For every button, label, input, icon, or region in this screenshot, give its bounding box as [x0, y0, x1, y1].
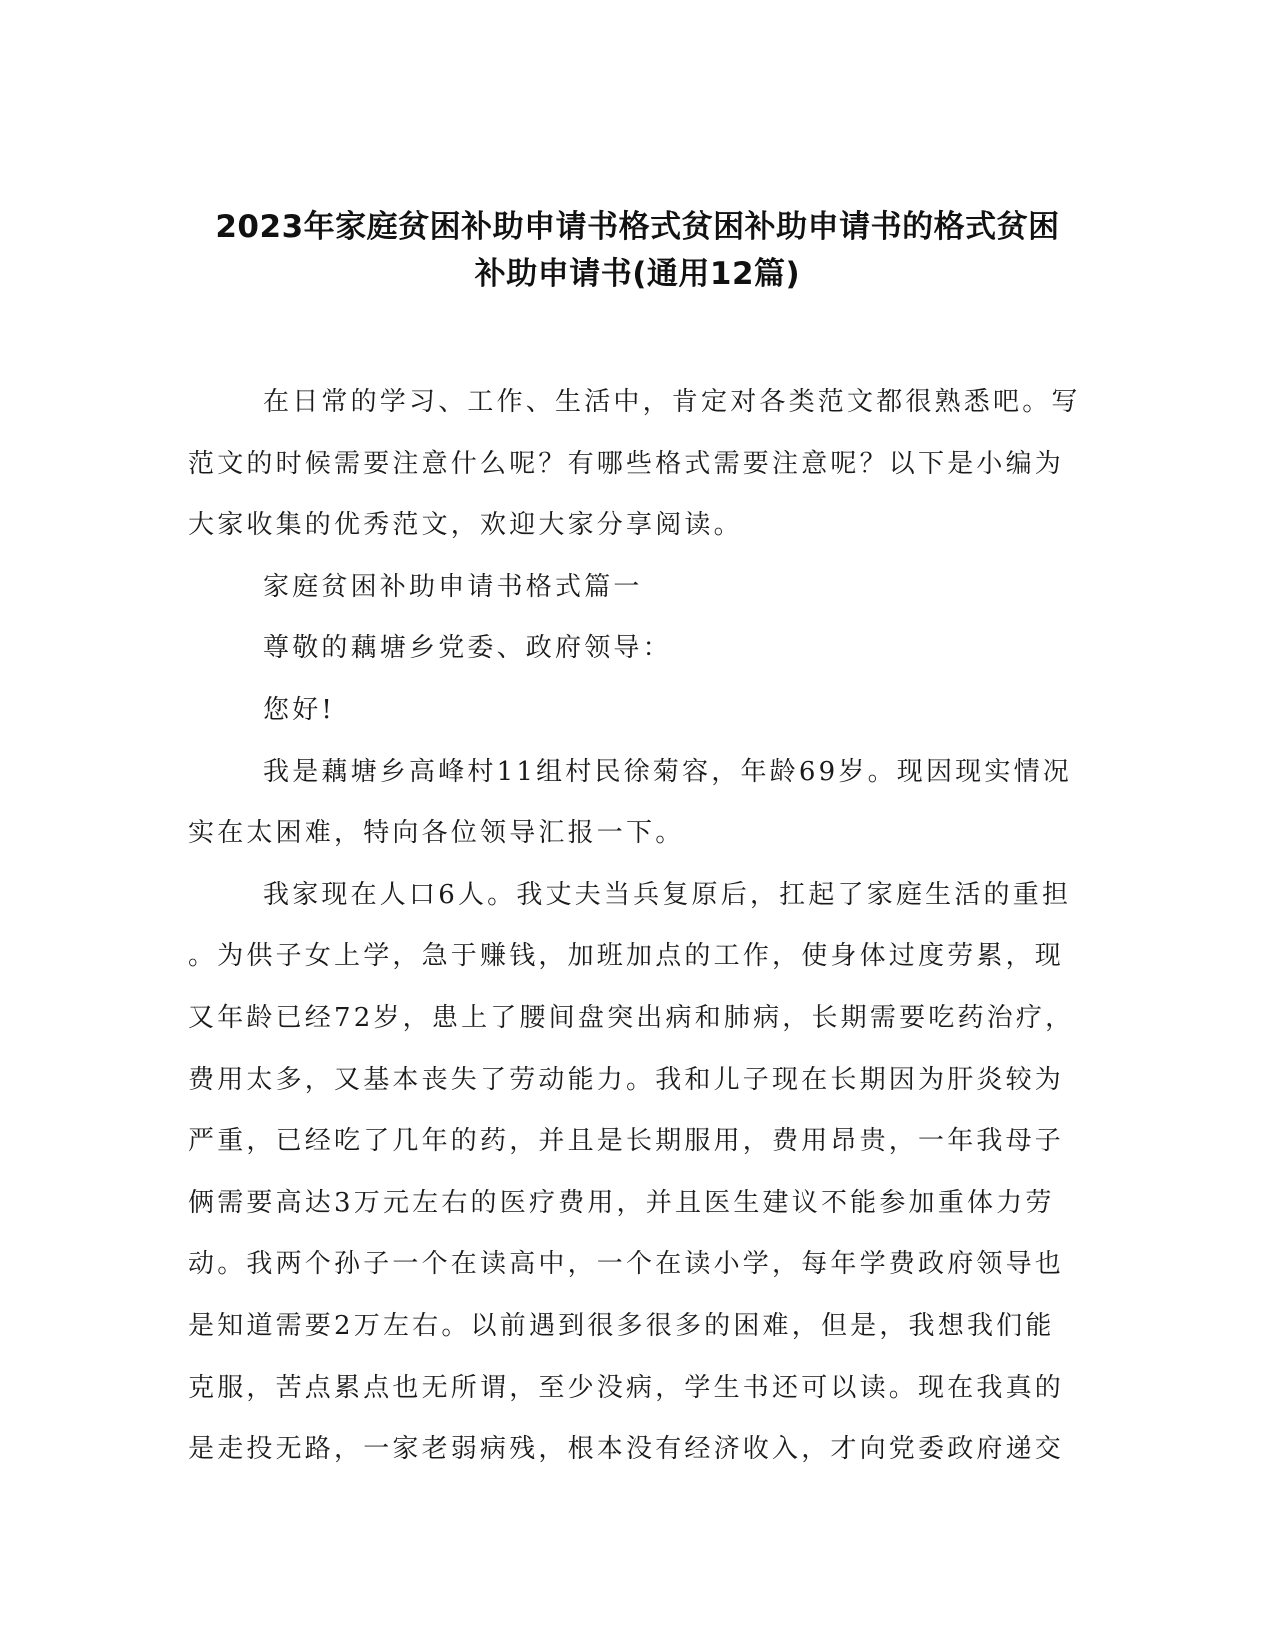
body-paragraph	[188, 742, 1088, 865]
text-line: 。为供子女上学，急于赚钱，加班加点的工作，使身体过度劳累，现	[188, 941, 1065, 972]
text-line: 尊敬的藕塘乡党委、政府领导：	[263, 633, 672, 664]
text-line: 是知道需要2万左右。以前遇到很多很多的困难，但是，我想我们能	[188, 1310, 1055, 1341]
text-line: 俩需要高达3万元左右的医疗费用，并且医生建议不能参加重体力劳	[188, 1187, 1055, 1218]
text-line: 大家收集的优秀范文，欢迎大家分享阅读。	[188, 510, 743, 541]
text-line: 费用太多，又基本丧失了劳动能力。我和儿子现在长期因为肝炎较为	[188, 1064, 1065, 1095]
title-line: 补助申请书(通用12篇)	[474, 255, 801, 292]
text-line: 是走投无路，一家老弱病残，根本没有经济收入，才向党委政府递交	[188, 1434, 1065, 1465]
document-title	[150, 204, 1125, 298]
text-line: 您好!	[263, 694, 336, 725]
text-line: 在日常的学习、工作、生活中，肯定对各类范文都很熟悉吧。写	[263, 387, 1081, 417]
text-line: 实在太困难，特向各位领导汇报一下。	[188, 818, 685, 849]
text-line: 我是藕塘乡高峰村11组村民徐菊容，年龄69岁。现因现实情况	[263, 756, 1072, 787]
greeting	[188, 680, 1088, 742]
text-line: 范文的时候需要注意什么呢？有哪些格式需要注意呢？以下是小编为	[188, 448, 1065, 479]
title-line: 2023年家庭贫困补助申请书格式贫困补助申请书的格式贫困	[215, 208, 1060, 245]
text-line: 又年龄已经72岁，患上了腰间盘突出病和肺病，长期需要吃药治疗，	[188, 1002, 1075, 1033]
body-paragraph	[188, 865, 1088, 1481]
text-line: 动。我两个孙子一个在读高中，一个在读小学，每年学费政府领导也	[188, 1249, 1065, 1280]
section-heading	[188, 557, 1088, 619]
text-line: 严重，已经吃了几年的药，并且是长期服用，费用昂贵，一年我母子	[188, 1126, 1065, 1157]
text-line: 我家现在人口6人。我丈夫当兵复原后，扛起了家庭生活的重担	[263, 879, 1072, 910]
salutation	[188, 618, 1088, 680]
intro-paragraph	[188, 372, 1088, 557]
document-body	[188, 372, 1088, 1481]
text-line: 克服，苦点累点也无所谓，至少没病，学生书还可以读。现在我真的	[188, 1372, 1065, 1403]
text-line: 家庭贫困补助申请书格式篇一	[263, 571, 643, 602]
